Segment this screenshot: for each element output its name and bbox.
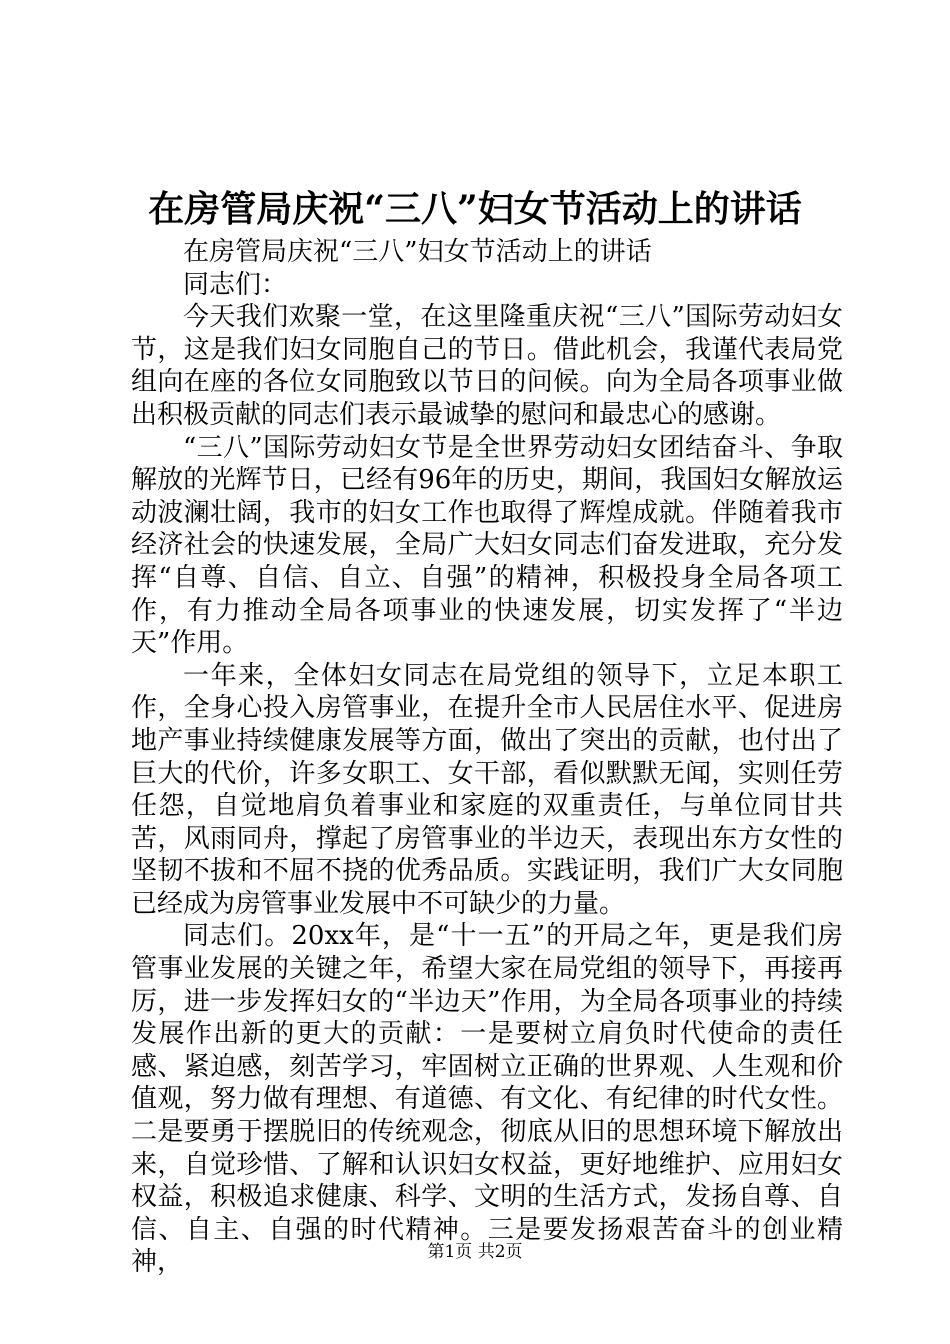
subtitle-paragraph: 在房管局庆祝“三八”妇女节活动上的讲话 — [183, 237, 652, 267]
salutation-paragraph: 同志们： — [183, 269, 288, 300]
body-paragraph: “三八”国际劳动妇女节是全世界劳动妇女团结奋斗、争取解放的光辉节日，已经有96年的历史，期间，我国妇女解放运动波澜壮阔，我市的妇女工作也取得了辉煌成就。伴随着我市经济社会的快速发展，全局广大妇女同志们奋发进取，充分发挥“自尊、自信、自立、自强”的精神，积极投身全局各项工作，有力推动全局各项事业的快速发展，切实发挥了“半边天”作用。 — [131, 432, 843, 659]
body-paragraph: 今天我们欢聚一堂，在这里隆重庆祝“三八”国际劳动妇女节，这是我们妇女同胞自己的节日。借此机会，我谨代表局党组向在座的各位女同胞致以节日的问候。向为全局各项事业做出积极贡献的同志们表示最诚挚的慰问和最忠心的感谢。 — [131, 302, 843, 430]
body-paragraph: 一年来，全体妇女同志在局党组的领导下，立足本职工作，全身心投入房管事业，在提升全市人民居住水平、促进房地产事业持续健康发展等方面，做出了突出的贡献，也付出了巨大的代价，许多女职工、女干部，看似默默无闻，实则任劳任怨，自觉地肩负着事业和家庭的双重责任，与单位同甘共苦，风雨同舟，撑起了房管事业的半边天，表现出东方女性的坚韧不拔和不屈不挠的优秀品质。实践证明，我们广大女同胞已经成为房管事业发展中不可缺少的力量。 — [131, 660, 843, 919]
document-body — [131, 236, 843, 1279]
body-paragraph: 同志们。20xx年，是“十一五”的开局之年，更是我们房管事业发展的关键之年，希望大家在局党组的领导下，再接再厉，进一步发挥妇女的“半边天”作用，为全局各项事业的持续发展作出新的更大的贡献：一是要树立肩负时代使命的责任感、紧迫感，刻苦学习，牢固树立正确的世界观、人生观和价值观，努力做有理想、有道德、有文化、有纪律的时代女性。二是要勇于摆脱旧的传统观念，彻底从旧的思想环境下解放出来，自觉珍惜、了解和认识妇女权益，更好地维护、应用妇女权益，积极追求健康、科学、文明的生活方式，发扬自尊、自信、自主、自强的时代精神。三是要发扬艰苦奋斗的创业精神， — [131, 921, 843, 1278]
page-number-footer: 第1页 共2页 — [427, 1242, 523, 1262]
document-title: 在房管局庆祝“三八”妇女节活动上的讲话 — [148, 188, 802, 230]
